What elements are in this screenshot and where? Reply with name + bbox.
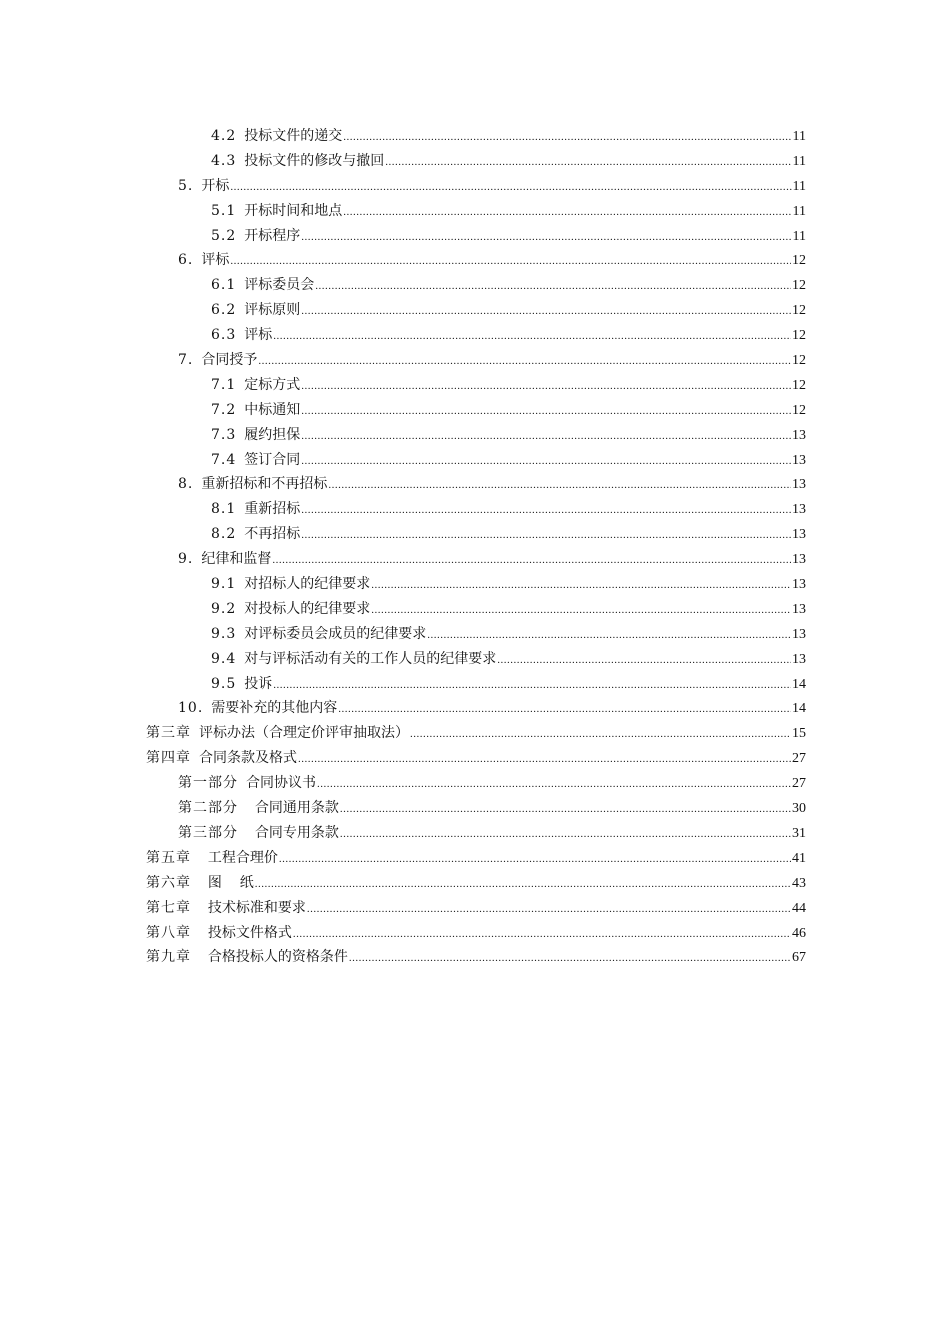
toc-entry-title: 对投标人的纪律要求 (244, 600, 371, 617)
toc-entry-number: 9.3 (211, 625, 237, 642)
toc-entry-page-number: 11 (792, 178, 806, 194)
toc-entry-title: 需要补充的其他内容 (211, 700, 338, 717)
toc-entry-page-number: 11 (792, 203, 806, 219)
toc-entry-number: 6.3 (211, 327, 237, 344)
toc-entry-page-number: 11 (792, 129, 806, 144)
toc-entry-page-number: 12 (792, 328, 806, 344)
toc-entry-number: 第七章 (146, 899, 191, 916)
toc-entry-title: 投诉 (244, 675, 273, 692)
toc-dot-leader (340, 822, 791, 847)
toc-entry-page-number: 13 (792, 527, 806, 543)
toc-entry-page-number: 13 (792, 601, 806, 617)
toc-entry[interactable] (146, 398, 806, 423)
toc-entry-page-number: 12 (792, 303, 806, 319)
toc-entry-number: 9.4 (211, 650, 237, 667)
toc-entry-number: 第三章 (146, 725, 191, 742)
toc-dot-leader (272, 548, 791, 573)
toc-entry-page-number: 67 (792, 950, 806, 966)
toc-entry-title: 开标时间和地点 (244, 202, 343, 219)
toc-entry[interactable] (146, 896, 806, 921)
toc-entry-number: 9.1 (211, 576, 237, 593)
toc-entry-title: 评标原则 (244, 302, 301, 319)
toc-entry[interactable] (146, 746, 806, 771)
toc-entry[interactable] (146, 323, 806, 348)
toc-entry-page-number: 46 (792, 925, 806, 941)
toc-dot-leader (301, 399, 791, 424)
toc-entry-number: 6. (178, 252, 194, 269)
toc-entry-title: 合同通用条款 (246, 800, 339, 817)
toc-entry-title: 重新招标 (244, 501, 301, 518)
toc-entry-title: 评标办法（合理定价评审抽取法） (199, 725, 409, 742)
toc-dot-leader (273, 673, 791, 698)
toc-entry-number: 第三部分 (178, 824, 238, 841)
toc-entry[interactable] (146, 497, 806, 522)
toc-entry-page-number: 15 (792, 726, 806, 742)
toc-entry-number: 第八章 (146, 924, 191, 941)
toc-entry-title: 开标程序 (244, 227, 301, 244)
toc-entry-title: 合同授予 (201, 352, 258, 369)
toc-entry-number: 8.2 (211, 526, 237, 543)
toc-entry-title: 纪律和监督 (201, 551, 272, 568)
toc-entry[interactable] (146, 472, 806, 497)
toc-entry[interactable] (146, 771, 806, 796)
toc-dot-leader (301, 449, 791, 474)
toc-dot-leader (279, 847, 791, 872)
toc-entry[interactable] (146, 199, 806, 224)
toc-entry-page-number: 13 (792, 452, 806, 468)
toc-entry-number: 8. (178, 476, 194, 493)
toc-entry-title: 对评标委员会成员的纪律要求 (244, 625, 427, 642)
toc-dot-leader (317, 772, 791, 797)
toc-entry-page-number: 13 (792, 427, 806, 443)
toc-entry-title: 评标委员会 (244, 277, 315, 294)
toc-entry-number: 第六章 (146, 874, 191, 891)
toc-entry[interactable] (146, 448, 806, 473)
toc-entry-number: 第五章 (146, 849, 191, 866)
toc-entry[interactable] (146, 945, 806, 970)
toc-entry-number: 9.5 (211, 675, 237, 692)
toc-dot-leader (427, 623, 791, 648)
toc-entry-title: 投标文件的修改与撤回 (244, 152, 385, 169)
toc-entry-title: 图 纸 (199, 874, 254, 891)
toc-entry-title: 不再招标 (244, 526, 301, 543)
toc-entry-page-number: 27 (792, 776, 806, 792)
toc-entry[interactable] (146, 423, 806, 448)
toc-entry-number: 第九章 (146, 949, 191, 966)
toc-dot-leader (293, 922, 791, 947)
toc-entry-number: 7.1 (211, 376, 237, 393)
toc-entry[interactable] (146, 224, 806, 249)
toc-entry-title: 工程合理价 (199, 849, 278, 866)
toc-entry[interactable] (146, 174, 806, 199)
toc-entry[interactable] (146, 572, 806, 597)
toc-entry-page-number: 12 (792, 253, 806, 269)
toc-entry-title: 合同专用条款 (246, 824, 339, 841)
toc-entry-number: 7. (178, 352, 194, 369)
toc-entry-title: 技术标准和要求 (199, 899, 306, 916)
toc-entry[interactable] (146, 124, 806, 149)
toc-entry-number: 第一部分 (178, 775, 238, 792)
toc-entry-number: 6.1 (211, 277, 237, 294)
toc-entry-number: 5.1 (211, 202, 237, 219)
toc-entry[interactable] (146, 373, 806, 398)
toc-entry-title: 开标 (201, 177, 230, 194)
toc-entry-page-number: 13 (792, 477, 806, 493)
toc-entry-page-number: 13 (792, 502, 806, 518)
toc-entry[interactable] (146, 348, 806, 373)
toc-entry-page-number: 13 (792, 651, 806, 667)
toc-dot-leader (340, 797, 791, 822)
toc-dot-leader (349, 946, 791, 971)
toc-entry[interactable] (146, 597, 806, 622)
toc-entry-title: 评标 (244, 327, 273, 344)
toc-entry-page-number: 11 (792, 153, 806, 169)
toc-entry[interactable] (146, 248, 806, 273)
toc-entry-number: 4.3 (211, 152, 237, 169)
toc-entry-title: 投标文件格式 (199, 924, 292, 941)
toc-dot-leader (343, 125, 791, 150)
toc-entry[interactable] (146, 871, 806, 896)
toc-entry-number: 9. (178, 551, 194, 568)
toc-entry-page-number: 11 (792, 228, 806, 244)
toc-entry-number: 5. (178, 177, 194, 194)
toc-dot-leader (298, 747, 791, 772)
toc-entry-number: 8.1 (211, 501, 237, 518)
toc-entry[interactable] (146, 622, 806, 647)
toc-entry-page-number: 27 (792, 751, 806, 767)
toc-entry-number: 第二部分 (178, 800, 238, 817)
toc-entry-page-number: 13 (792, 626, 806, 642)
toc-entry-page-number: 41 (792, 850, 806, 866)
toc-entry-number: 4.2 (211, 128, 237, 144)
toc-dot-leader (301, 225, 791, 250)
toc-entry-number: 5.2 (211, 227, 237, 244)
toc-entry-title: 定标方式 (244, 376, 301, 393)
toc-entry-title: 合格投标人的资格条件 (199, 949, 348, 966)
toc-entry-title: 对与评标活动有关的工作人员的纪律要求 (244, 650, 497, 667)
toc-entry-page-number: 31 (792, 825, 806, 841)
toc-dot-leader (301, 424, 791, 449)
toc-entry[interactable] (146, 547, 806, 572)
toc-dot-leader (328, 473, 791, 498)
toc-entry-page-number: 30 (792, 801, 806, 817)
toc-entry-page-number: 12 (792, 377, 806, 393)
toc-entry-page-number: 12 (792, 353, 806, 369)
toc-entry[interactable] (146, 846, 806, 871)
toc-entry-title: 合同协议书 (246, 775, 316, 792)
toc-entry-title: 重新招标和不再招标 (201, 476, 328, 493)
toc-entry-page-number: 13 (792, 552, 806, 568)
toc-entry-title: 合同条款及格式 (199, 750, 297, 767)
toc-dot-leader (230, 175, 791, 200)
toc-dot-leader (497, 648, 791, 673)
toc-entry[interactable] (146, 796, 806, 821)
toc-entry-number: 9.2 (211, 600, 237, 617)
toc-dot-leader (315, 274, 791, 299)
toc-entry-page-number: 14 (792, 676, 806, 692)
toc-entry-page-number: 13 (792, 577, 806, 593)
toc-dot-leader (385, 150, 791, 175)
toc-entry-page-number: 43 (792, 875, 806, 891)
toc-entry-title: 投标文件的递交 (244, 128, 343, 144)
toc-entry-number: 7.2 (211, 401, 237, 418)
toc-entry-title: 签订合同 (244, 451, 301, 468)
toc-entry[interactable] (146, 921, 806, 946)
toc-dot-leader (301, 498, 791, 523)
toc-entry[interactable] (146, 149, 806, 174)
toc-entry-page-number: 12 (792, 402, 806, 418)
toc-dot-leader (371, 598, 791, 623)
toc-dot-leader (255, 872, 791, 897)
toc-dot-leader (371, 573, 791, 598)
toc-entry-page-number: 44 (792, 900, 806, 916)
table-of-contents (146, 124, 806, 970)
toc-entry[interactable] (146, 672, 806, 697)
toc-entry-number: 6.2 (211, 302, 237, 319)
toc-entry[interactable] (146, 721, 806, 746)
toc-dot-leader (343, 200, 791, 225)
toc-dot-leader (230, 249, 791, 274)
toc-entry-title: 中标通知 (244, 401, 301, 418)
toc-entry-number: 7.4 (211, 451, 237, 468)
toc-entry-title: 评标 (201, 252, 230, 269)
toc-entry[interactable] (146, 647, 806, 672)
toc-entry[interactable] (146, 298, 806, 323)
toc-entry-number: 第四章 (146, 750, 191, 767)
toc-dot-leader (410, 722, 791, 747)
toc-dot-leader (338, 697, 791, 722)
toc-entry-page-number: 12 (792, 278, 806, 294)
toc-entry-page-number: 14 (792, 701, 806, 717)
toc-entry[interactable] (146, 821, 806, 846)
toc-dot-leader (307, 897, 791, 922)
toc-entry-number: 10. (178, 700, 204, 717)
toc-dot-leader (301, 299, 791, 324)
toc-entry-title: 履约担保 (244, 426, 301, 443)
toc-dot-leader (301, 523, 791, 548)
toc-dot-leader (273, 324, 791, 349)
toc-dot-leader (301, 374, 791, 399)
toc-entry[interactable] (146, 696, 806, 721)
toc-dot-leader (258, 349, 791, 374)
toc-entry-title: 对招标人的纪律要求 (244, 576, 371, 593)
toc-entry[interactable] (146, 273, 806, 298)
toc-entry-number: 7.3 (211, 426, 237, 443)
toc-entry[interactable] (146, 522, 806, 547)
